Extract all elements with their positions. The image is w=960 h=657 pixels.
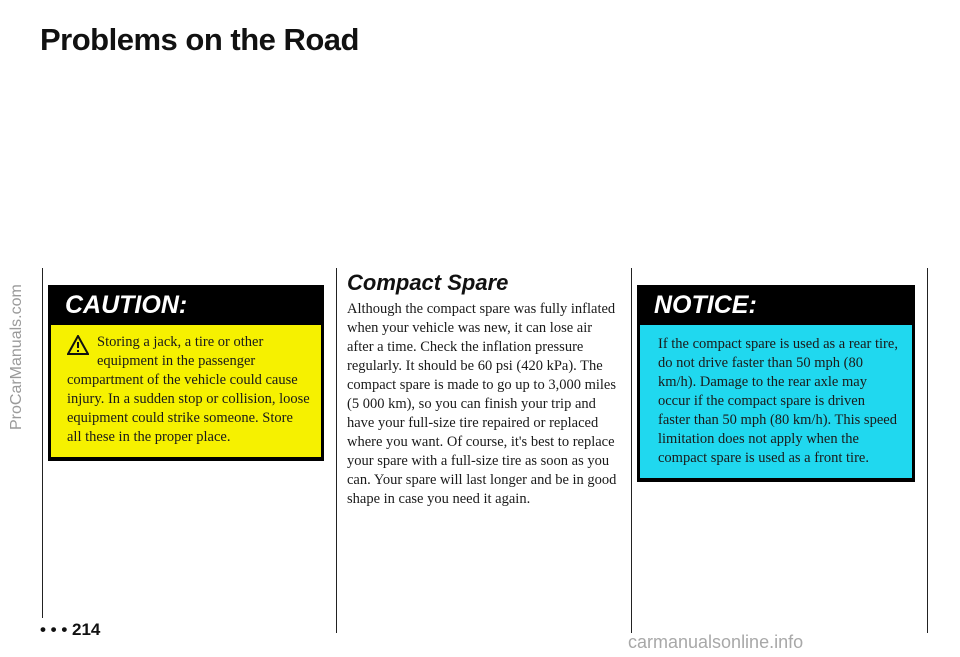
column-divider-far-right <box>927 268 928 633</box>
warning-triangle-icon <box>67 335 89 355</box>
caution-heading: CAUTION: <box>51 285 321 325</box>
notice-text: If the compact spare is used as a rear tire, do not drive faster than 50 mph (80 km/h). Damage to the rear axle may occur if the compact spare is driven faster than 50 mph (80 km/h). This speed limitation does not apply when the compact spare is used as a front tire. <box>658 336 898 466</box>
footer-watermark: carmanualsonline.info <box>628 632 804 652</box>
column-divider-middle <box>336 268 337 633</box>
caution-text: Storing a jack, a tire or other equipment in the passenger compartment of the vehicle could cause injury. In a sudden stop or collision, loose equipment could strike someone. Store all these in the proper place. <box>67 334 310 445</box>
compact-spare-paragraph: Although the compact spare was fully inflated when your vehicle was new, it can lose air after a time. Check the inflation pressure regularly. It should be 60 psi (420 kPa). The compact spare is made to go up to 3,000 miles (5 000 km), so you can finish your trip and have your full-size tire repaired or replaced where you want. Of course, it's best to replace your spare with a full-size tire as soon as you can. Your spare will last longer and be in good shape in case you need it again. <box>347 301 617 507</box>
column-divider-right <box>631 268 632 633</box>
notice-heading: NOTICE: <box>640 285 912 325</box>
notice-body <box>640 325 912 478</box>
page-number: • • • 214 <box>40 620 101 639</box>
notice-box <box>637 285 915 482</box>
caution-box <box>48 285 324 461</box>
page-title: Problems on the Road <box>40 22 359 57</box>
side-watermark: ProCarManuals.com <box>8 284 25 430</box>
section-heading-compact-spare: Compact Spare <box>347 270 509 295</box>
caution-body <box>51 325 321 457</box>
column-divider-left <box>42 268 43 618</box>
